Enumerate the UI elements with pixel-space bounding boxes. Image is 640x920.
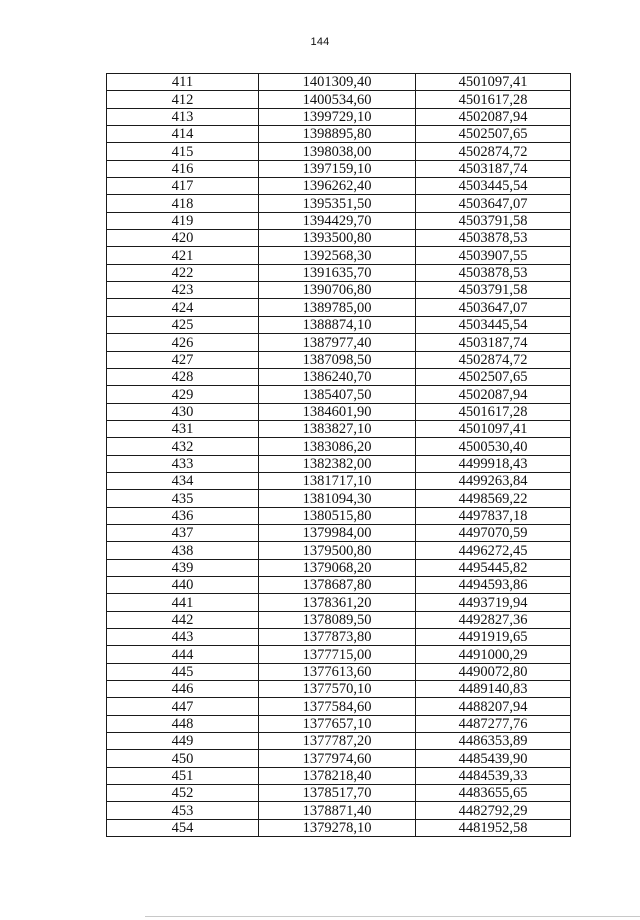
y-coordinate-cell: 4491919,65 bbox=[416, 629, 571, 646]
table-row bbox=[107, 733, 571, 750]
point-number-cell: 440 bbox=[107, 576, 259, 593]
point-number-cell: 424 bbox=[107, 299, 259, 316]
table-row bbox=[107, 264, 571, 281]
point-number-cell: 454 bbox=[107, 819, 259, 836]
point-number-cell: 413 bbox=[107, 108, 259, 125]
x-coordinate-cell: 1381717,10 bbox=[259, 472, 416, 489]
table-row bbox=[107, 74, 571, 91]
y-coordinate-cell: 4501617,28 bbox=[416, 403, 571, 420]
table-row bbox=[107, 247, 571, 264]
table-row bbox=[107, 455, 571, 472]
x-coordinate-cell: 1379984,00 bbox=[259, 524, 416, 541]
table-row bbox=[107, 559, 571, 576]
point-number-cell: 415 bbox=[107, 143, 259, 160]
table-row bbox=[107, 316, 571, 333]
table-row bbox=[107, 143, 571, 160]
point-number-cell: 421 bbox=[107, 247, 259, 264]
bottom-divider bbox=[145, 916, 640, 917]
y-coordinate-cell: 4496272,45 bbox=[416, 542, 571, 559]
point-number-cell: 416 bbox=[107, 160, 259, 177]
x-coordinate-cell: 1396262,40 bbox=[259, 178, 416, 195]
y-coordinate-cell: 4503791,58 bbox=[416, 212, 571, 229]
table-row bbox=[107, 126, 571, 143]
y-coordinate-cell: 4503187,74 bbox=[416, 334, 571, 351]
table-row bbox=[107, 629, 571, 646]
y-coordinate-cell: 4499918,43 bbox=[416, 455, 571, 472]
x-coordinate-cell: 1379278,10 bbox=[259, 819, 416, 836]
table-row bbox=[107, 663, 571, 680]
point-number-cell: 439 bbox=[107, 559, 259, 576]
x-coordinate-cell: 1387977,40 bbox=[259, 334, 416, 351]
x-coordinate-cell: 1384601,90 bbox=[259, 403, 416, 420]
table-row bbox=[107, 715, 571, 732]
x-coordinate-cell: 1391635,70 bbox=[259, 264, 416, 281]
y-coordinate-cell: 4502507,65 bbox=[416, 126, 571, 143]
table-row bbox=[107, 368, 571, 385]
point-number-cell: 452 bbox=[107, 785, 259, 802]
y-coordinate-cell: 4502087,94 bbox=[416, 108, 571, 125]
point-number-cell: 420 bbox=[107, 230, 259, 247]
y-coordinate-cell: 4503878,53 bbox=[416, 230, 571, 247]
point-number-cell: 453 bbox=[107, 802, 259, 819]
table-row bbox=[107, 611, 571, 628]
y-coordinate-cell: 4487277,76 bbox=[416, 715, 571, 732]
point-number-cell: 442 bbox=[107, 611, 259, 628]
table-row bbox=[107, 472, 571, 489]
y-coordinate-cell: 4482792,29 bbox=[416, 802, 571, 819]
table-row bbox=[107, 351, 571, 368]
x-coordinate-cell: 1377570,10 bbox=[259, 681, 416, 698]
y-coordinate-cell: 4484539,33 bbox=[416, 767, 571, 784]
x-coordinate-cell: 1397159,10 bbox=[259, 160, 416, 177]
y-coordinate-cell: 4486353,89 bbox=[416, 733, 571, 750]
y-coordinate-cell: 4492827,36 bbox=[416, 611, 571, 628]
table-row bbox=[107, 230, 571, 247]
x-coordinate-cell: 1395351,50 bbox=[259, 195, 416, 212]
x-coordinate-cell: 1401309,40 bbox=[259, 74, 416, 91]
x-coordinate-cell: 1378089,50 bbox=[259, 611, 416, 628]
point-number-cell: 451 bbox=[107, 767, 259, 784]
table-row bbox=[107, 91, 571, 108]
x-coordinate-cell: 1378517,70 bbox=[259, 785, 416, 802]
table-row bbox=[107, 542, 571, 559]
coordinates-table bbox=[106, 73, 571, 837]
y-coordinate-cell: 4502874,72 bbox=[416, 351, 571, 368]
point-number-cell: 426 bbox=[107, 334, 259, 351]
table-row bbox=[107, 438, 571, 455]
x-coordinate-cell: 1386240,70 bbox=[259, 368, 416, 385]
x-coordinate-cell: 1394429,70 bbox=[259, 212, 416, 229]
x-coordinate-cell: 1380515,80 bbox=[259, 507, 416, 524]
x-coordinate-cell: 1400534,60 bbox=[259, 91, 416, 108]
x-coordinate-cell: 1383086,20 bbox=[259, 438, 416, 455]
point-number-cell: 438 bbox=[107, 542, 259, 559]
x-coordinate-cell: 1377584,60 bbox=[259, 698, 416, 715]
table-row bbox=[107, 334, 571, 351]
y-coordinate-cell: 4488207,94 bbox=[416, 698, 571, 715]
point-number-cell: 437 bbox=[107, 524, 259, 541]
point-number-cell: 429 bbox=[107, 386, 259, 403]
table-row bbox=[107, 386, 571, 403]
table-row bbox=[107, 420, 571, 437]
point-number-cell: 435 bbox=[107, 490, 259, 507]
point-number-cell: 433 bbox=[107, 455, 259, 472]
table-row bbox=[107, 160, 571, 177]
x-coordinate-cell: 1398895,80 bbox=[259, 126, 416, 143]
table-row bbox=[107, 507, 571, 524]
table-body bbox=[107, 74, 571, 837]
y-coordinate-cell: 4502087,94 bbox=[416, 386, 571, 403]
point-number-cell: 412 bbox=[107, 91, 259, 108]
y-coordinate-cell: 4503907,55 bbox=[416, 247, 571, 264]
y-coordinate-cell: 4503445,54 bbox=[416, 178, 571, 195]
point-number-cell: 450 bbox=[107, 750, 259, 767]
x-coordinate-cell: 1388874,10 bbox=[259, 316, 416, 333]
y-coordinate-cell: 4499263,84 bbox=[416, 472, 571, 489]
point-number-cell: 446 bbox=[107, 681, 259, 698]
x-coordinate-cell: 1377715,00 bbox=[259, 646, 416, 663]
x-coordinate-cell: 1378687,80 bbox=[259, 576, 416, 593]
x-coordinate-cell: 1378218,40 bbox=[259, 767, 416, 784]
x-coordinate-cell: 1398038,00 bbox=[259, 143, 416, 160]
y-coordinate-cell: 4490072,80 bbox=[416, 663, 571, 680]
x-coordinate-cell: 1393500,80 bbox=[259, 230, 416, 247]
point-number-cell: 427 bbox=[107, 351, 259, 368]
y-coordinate-cell: 4500530,40 bbox=[416, 438, 571, 455]
x-coordinate-cell: 1390706,80 bbox=[259, 282, 416, 299]
point-number-cell: 444 bbox=[107, 646, 259, 663]
y-coordinate-cell: 4502507,65 bbox=[416, 368, 571, 385]
point-number-cell: 428 bbox=[107, 368, 259, 385]
x-coordinate-cell: 1379500,80 bbox=[259, 542, 416, 559]
point-number-cell: 430 bbox=[107, 403, 259, 420]
table-row bbox=[107, 698, 571, 715]
table-row bbox=[107, 195, 571, 212]
y-coordinate-cell: 4501097,41 bbox=[416, 74, 571, 91]
y-coordinate-cell: 4503647,07 bbox=[416, 299, 571, 316]
point-number-cell: 449 bbox=[107, 733, 259, 750]
x-coordinate-cell: 1382382,00 bbox=[259, 455, 416, 472]
y-coordinate-cell: 4503187,74 bbox=[416, 160, 571, 177]
point-number-cell: 418 bbox=[107, 195, 259, 212]
x-coordinate-cell: 1381094,30 bbox=[259, 490, 416, 507]
x-coordinate-cell: 1392568,30 bbox=[259, 247, 416, 264]
table-row bbox=[107, 646, 571, 663]
point-number-cell: 419 bbox=[107, 212, 259, 229]
table-row bbox=[107, 299, 571, 316]
y-coordinate-cell: 4501097,41 bbox=[416, 420, 571, 437]
table-row bbox=[107, 819, 571, 836]
y-coordinate-cell: 4503647,07 bbox=[416, 195, 571, 212]
y-coordinate-cell: 4481952,58 bbox=[416, 819, 571, 836]
point-number-cell: 411 bbox=[107, 74, 259, 91]
x-coordinate-cell: 1377613,60 bbox=[259, 663, 416, 680]
table-row bbox=[107, 785, 571, 802]
y-coordinate-cell: 4491000,29 bbox=[416, 646, 571, 663]
point-number-cell: 441 bbox=[107, 594, 259, 611]
point-number-cell: 447 bbox=[107, 698, 259, 715]
page-number: 144 bbox=[310, 36, 330, 48]
point-number-cell: 425 bbox=[107, 316, 259, 333]
table-row bbox=[107, 767, 571, 784]
point-number-cell: 436 bbox=[107, 507, 259, 524]
x-coordinate-cell: 1385407,50 bbox=[259, 386, 416, 403]
table-row bbox=[107, 802, 571, 819]
table-row bbox=[107, 524, 571, 541]
y-coordinate-cell: 4493719,94 bbox=[416, 594, 571, 611]
x-coordinate-cell: 1377787,20 bbox=[259, 733, 416, 750]
x-coordinate-cell: 1377974,60 bbox=[259, 750, 416, 767]
y-coordinate-cell: 4503791,58 bbox=[416, 282, 571, 299]
point-number-cell: 445 bbox=[107, 663, 259, 680]
table-row bbox=[107, 212, 571, 229]
table-row bbox=[107, 681, 571, 698]
x-coordinate-cell: 1377657,10 bbox=[259, 715, 416, 732]
table-row bbox=[107, 108, 571, 125]
y-coordinate-cell: 4503445,54 bbox=[416, 316, 571, 333]
y-coordinate-cell: 4497837,18 bbox=[416, 507, 571, 524]
point-number-cell: 423 bbox=[107, 282, 259, 299]
point-number-cell: 431 bbox=[107, 420, 259, 437]
y-coordinate-cell: 4494593,86 bbox=[416, 576, 571, 593]
x-coordinate-cell: 1389785,00 bbox=[259, 299, 416, 316]
y-coordinate-cell: 4497070,59 bbox=[416, 524, 571, 541]
x-coordinate-cell: 1399729,10 bbox=[259, 108, 416, 125]
table-row bbox=[107, 750, 571, 767]
x-coordinate-cell: 1383827,10 bbox=[259, 420, 416, 437]
point-number-cell: 432 bbox=[107, 438, 259, 455]
y-coordinate-cell: 4495445,82 bbox=[416, 559, 571, 576]
y-coordinate-cell: 4483655,65 bbox=[416, 785, 571, 802]
point-number-cell: 417 bbox=[107, 178, 259, 195]
y-coordinate-cell: 4503878,53 bbox=[416, 264, 571, 281]
table-row bbox=[107, 403, 571, 420]
y-coordinate-cell: 4502874,72 bbox=[416, 143, 571, 160]
x-coordinate-cell: 1387098,50 bbox=[259, 351, 416, 368]
x-coordinate-cell: 1378361,20 bbox=[259, 594, 416, 611]
point-number-cell: 448 bbox=[107, 715, 259, 732]
point-number-cell: 414 bbox=[107, 126, 259, 143]
table-row bbox=[107, 282, 571, 299]
point-number-cell: 422 bbox=[107, 264, 259, 281]
table-row bbox=[107, 576, 571, 593]
y-coordinate-cell: 4489140,83 bbox=[416, 681, 571, 698]
x-coordinate-cell: 1378871,40 bbox=[259, 802, 416, 819]
table-row bbox=[107, 594, 571, 611]
x-coordinate-cell: 1379068,20 bbox=[259, 559, 416, 576]
x-coordinate-cell: 1377873,80 bbox=[259, 629, 416, 646]
y-coordinate-cell: 4485439,90 bbox=[416, 750, 571, 767]
table-row bbox=[107, 490, 571, 507]
y-coordinate-cell: 4501617,28 bbox=[416, 91, 571, 108]
point-number-cell: 443 bbox=[107, 629, 259, 646]
table-row bbox=[107, 178, 571, 195]
y-coordinate-cell: 4498569,22 bbox=[416, 490, 571, 507]
point-number-cell: 434 bbox=[107, 472, 259, 489]
